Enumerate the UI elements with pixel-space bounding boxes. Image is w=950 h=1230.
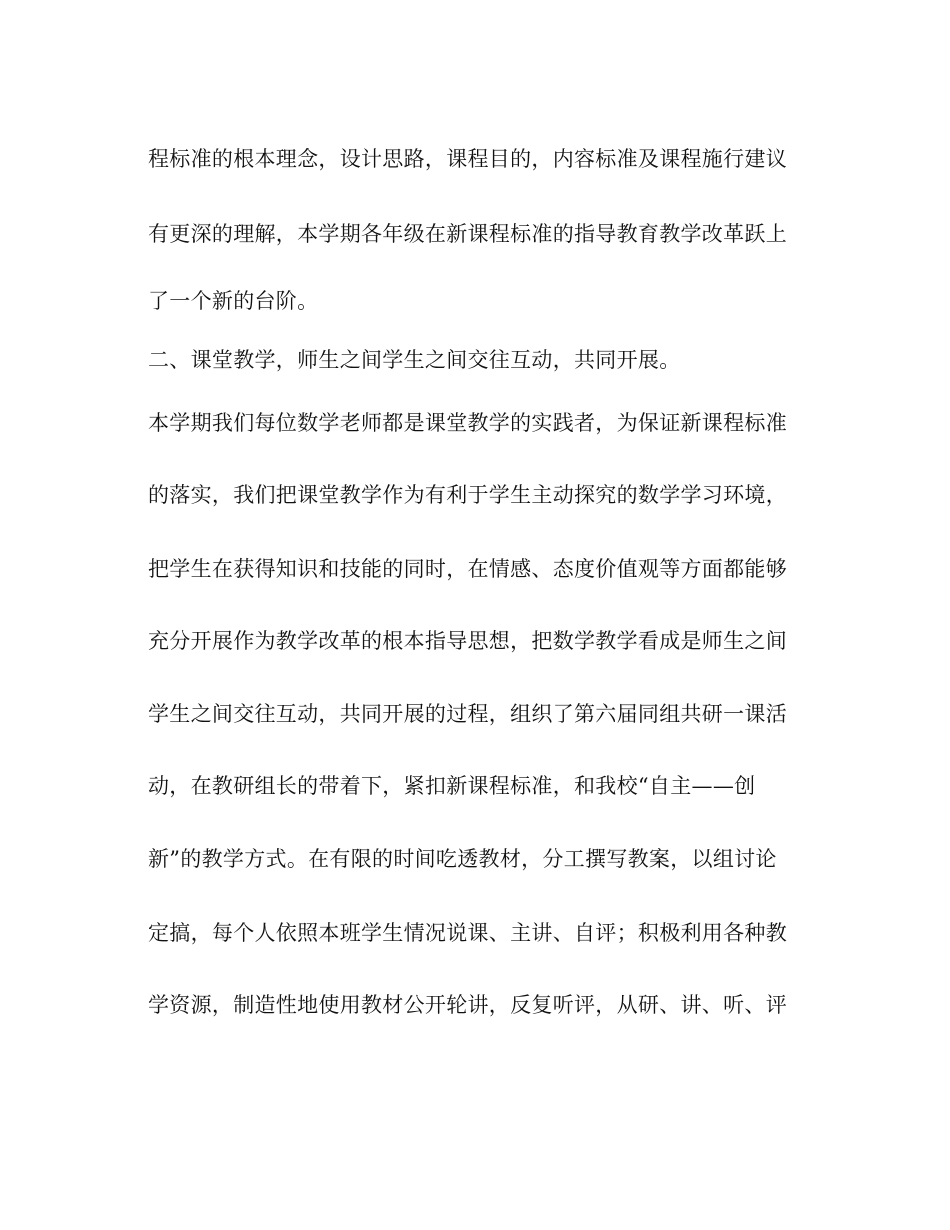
- text-line-7: 把学生在获得知识和技能的同时，在情感、态度价值观等方面都能够: [148, 557, 787, 581]
- text-line-12: 定搞，每个人依照本班学生情况说课、主讲、自评；积极利用各种教: [148, 921, 787, 945]
- text-line-9: 学生之间交往互动，共同开展的过程，组织了第六届同组共研一课活: [148, 702, 787, 726]
- text-line-5: 本学期我们每位数学老师都是课堂教学的实践者，为保证新课程标准: [148, 411, 787, 435]
- text-line-2: 有更深的理解，本学期各年级在新课程标准的指导教育教学改革跃上: [148, 222, 787, 246]
- text-line-6: 的落实，我们把课堂教学作为有利于学生主动探究的数学学习环境，: [148, 483, 787, 507]
- text-line-3: 了一个新的台阶。: [148, 289, 319, 313]
- text-line-10: 动，在教研组长的带着下，紧扣新课程标准，和我校“自主——创: [148, 774, 756, 798]
- text-line-13: 学资源，制造性地使用教材公开轮讲，反复听评，从研、讲、听、评: [148, 993, 787, 1017]
- text-line-11: 新”的教学方式。在有限的时间吃透教材，分工撰写教案，以组讨论: [148, 847, 777, 871]
- text-line-8: 充分开展作为教学改革的根本指导思想，把数学教学看成是师生之间: [148, 629, 787, 653]
- text-line-1: 程标准的根本理念，设计思路，课程目的，内容标准及课程施行建议: [148, 147, 787, 171]
- section-heading: 二、课堂教学，师生之间学生之间交往互动，共同开展。: [148, 348, 681, 372]
